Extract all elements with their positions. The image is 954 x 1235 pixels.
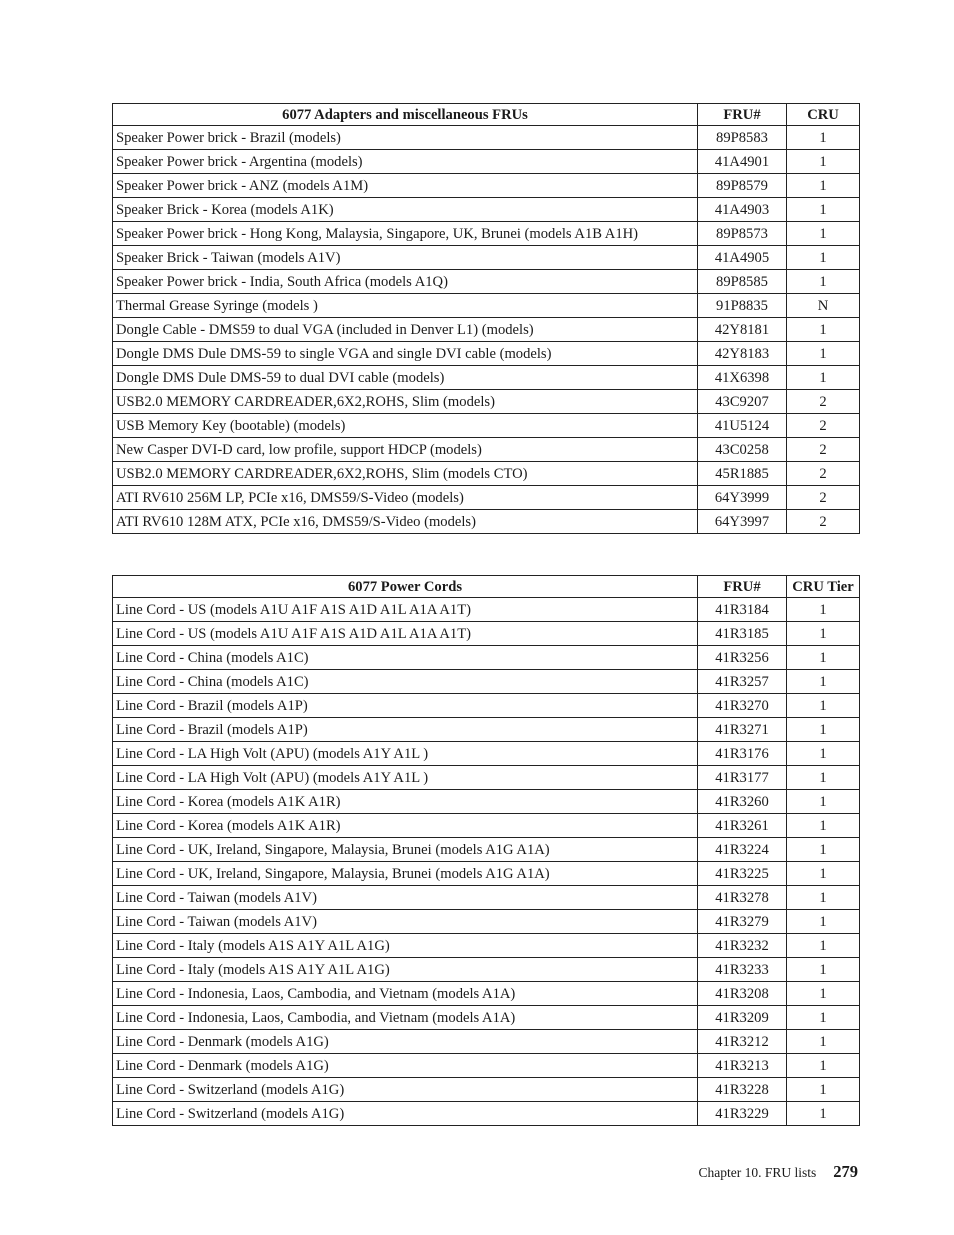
table-row bbox=[113, 414, 860, 438]
cell-description: Line Cord - Italy (models A1S A1Y A1L A1G) bbox=[113, 958, 698, 982]
cell-description: Line Cord - Switzerland (models A1G) bbox=[113, 1102, 698, 1126]
column-header-description: 6077 Adapters and miscellaneous FRUs bbox=[113, 104, 698, 126]
cell-cru: 1 bbox=[787, 126, 860, 150]
cell-description: Line Cord - LA High Volt (APU) (models A1Y A1L ) bbox=[113, 742, 698, 766]
cell-fru-number: 41X6398 bbox=[698, 366, 787, 390]
cell-fru-number: 41R3224 bbox=[698, 838, 787, 862]
cell-description: Line Cord - China (models A1C) bbox=[113, 670, 698, 694]
cell-fru-number: 41R3232 bbox=[698, 934, 787, 958]
cell-fru-number: 41R3213 bbox=[698, 1054, 787, 1078]
cell-description: USB2.0 MEMORY CARDREADER,6X2,ROHS, Slim (models CTO) bbox=[113, 462, 698, 486]
cell-fru-number: 41R3208 bbox=[698, 982, 787, 1006]
cell-description: Speaker Power brick - ANZ (models A1M) bbox=[113, 174, 698, 198]
column-header-cru: CRU bbox=[787, 104, 860, 126]
column-header-cru-tier: CRU Tier bbox=[787, 576, 860, 598]
table-row bbox=[113, 390, 860, 414]
cell-fru-number: 41R3257 bbox=[698, 670, 787, 694]
table-row bbox=[113, 294, 860, 318]
cell-cru: 2 bbox=[787, 438, 860, 462]
cell-fru-number: 89P8579 bbox=[698, 174, 787, 198]
cell-description: Line Cord - Indonesia, Laos, Cambodia, and Vietnam (models A1A) bbox=[113, 1006, 698, 1030]
cell-description: Dongle Cable - DMS59 to dual VGA (included in Denver L1) (models) bbox=[113, 318, 698, 342]
cell-description: Line Cord - Taiwan (models A1V) bbox=[113, 886, 698, 910]
cell-cru: 1 bbox=[787, 766, 860, 790]
cell-fru-number: 41R3176 bbox=[698, 742, 787, 766]
table-row bbox=[113, 438, 860, 462]
cell-fru-number: 41R3225 bbox=[698, 862, 787, 886]
page-number: 279 bbox=[833, 1162, 858, 1181]
cell-fru-number: 41R3270 bbox=[698, 694, 787, 718]
table-row bbox=[113, 790, 860, 814]
table-row bbox=[113, 742, 860, 766]
cell-fru-number: 64Y3997 bbox=[698, 510, 787, 534]
cell-description: Dongle DMS Dule DMS-59 to single VGA and single DVI cable (models) bbox=[113, 342, 698, 366]
table-row bbox=[113, 718, 860, 742]
cell-description: ATI RV610 128M ATX, PCIe x16, DMS59/S-Video (models) bbox=[113, 510, 698, 534]
table-row bbox=[113, 598, 860, 622]
table-row bbox=[113, 198, 860, 222]
cell-cru: 2 bbox=[787, 414, 860, 438]
cell-cru: N bbox=[787, 294, 860, 318]
table-header-row bbox=[113, 104, 860, 126]
table-row bbox=[113, 814, 860, 838]
adapters-fru-table bbox=[112, 103, 860, 534]
cell-description: Speaker Brick - Taiwan (models A1V) bbox=[113, 246, 698, 270]
table-row bbox=[113, 342, 860, 366]
cell-description: Line Cord - UK, Ireland, Singapore, Malaysia, Brunei (models A1G A1A) bbox=[113, 862, 698, 886]
table-row bbox=[113, 1102, 860, 1126]
cell-cru: 1 bbox=[787, 270, 860, 294]
cell-cru: 1 bbox=[787, 366, 860, 390]
cell-cru: 1 bbox=[787, 910, 860, 934]
cell-cru: 1 bbox=[787, 174, 860, 198]
cell-description: Line Cord - LA High Volt (APU) (models A1Y A1L ) bbox=[113, 766, 698, 790]
cell-cru: 1 bbox=[787, 246, 860, 270]
table-row bbox=[113, 958, 860, 982]
cell-fru-number: 41R3271 bbox=[698, 718, 787, 742]
table-row bbox=[113, 510, 860, 534]
table-row bbox=[113, 1006, 860, 1030]
cell-fru-number: 41R3260 bbox=[698, 790, 787, 814]
cell-fru-number: 41A4901 bbox=[698, 150, 787, 174]
cell-cru: 1 bbox=[787, 670, 860, 694]
cell-cru: 1 bbox=[787, 1006, 860, 1030]
cell-description: Line Cord - UK, Ireland, Singapore, Malaysia, Brunei (models A1G A1A) bbox=[113, 838, 698, 862]
cell-description: Line Cord - China (models A1C) bbox=[113, 646, 698, 670]
table-header-row bbox=[113, 576, 860, 598]
cell-description: Line Cord - Italy (models A1S A1Y A1L A1G) bbox=[113, 934, 698, 958]
cell-cru: 1 bbox=[787, 150, 860, 174]
cell-fru-number: 41U5124 bbox=[698, 414, 787, 438]
cell-description: Speaker Power brick - Brazil (models) bbox=[113, 126, 698, 150]
cell-cru: 1 bbox=[787, 886, 860, 910]
cell-description: Speaker Power brick - Hong Kong, Malaysia, Singapore, UK, Brunei (models A1B A1H) bbox=[113, 222, 698, 246]
chapter-label: Chapter 10. FRU lists bbox=[698, 1165, 817, 1180]
table-row bbox=[113, 486, 860, 510]
table-row bbox=[113, 318, 860, 342]
cell-fru-number: 41R3209 bbox=[698, 1006, 787, 1030]
cell-cru: 1 bbox=[787, 934, 860, 958]
cell-fru-number: 41R3228 bbox=[698, 1078, 787, 1102]
table-row bbox=[113, 670, 860, 694]
cell-description: Speaker Power brick - India, South Africa (models A1Q) bbox=[113, 270, 698, 294]
cell-fru-number: 41R3256 bbox=[698, 646, 787, 670]
cell-fru-number: 43C0258 bbox=[698, 438, 787, 462]
cell-fru-number: 64Y3999 bbox=[698, 486, 787, 510]
cell-fru-number: 89P8583 bbox=[698, 126, 787, 150]
table-row bbox=[113, 462, 860, 486]
table-row bbox=[113, 838, 860, 862]
table-row bbox=[113, 934, 860, 958]
cell-cru: 1 bbox=[787, 646, 860, 670]
cell-fru-number: 89P8573 bbox=[698, 222, 787, 246]
cell-description: Line Cord - US (models A1U A1F A1S A1D A1L A1A A1T) bbox=[113, 598, 698, 622]
cell-description: USB2.0 MEMORY CARDREADER,6X2,ROHS, Slim (models) bbox=[113, 390, 698, 414]
cell-description: Line Cord - Taiwan (models A1V) bbox=[113, 910, 698, 934]
cell-fru-number: 41R3279 bbox=[698, 910, 787, 934]
cell-description: ATI RV610 256M LP, PCIe x16, DMS59/S-Video (models) bbox=[113, 486, 698, 510]
power-cords-table bbox=[112, 575, 860, 1126]
cell-cru: 1 bbox=[787, 814, 860, 838]
cell-description: Line Cord - US (models A1U A1F A1S A1D A1L A1A A1T) bbox=[113, 622, 698, 646]
cell-cru: 1 bbox=[787, 742, 860, 766]
table-row bbox=[113, 862, 860, 886]
cell-description: New Casper DVI-D card, low profile, support HDCP (models) bbox=[113, 438, 698, 462]
cell-cru: 1 bbox=[787, 1078, 860, 1102]
cell-cru: 1 bbox=[787, 222, 860, 246]
table-row bbox=[113, 222, 860, 246]
table-row bbox=[113, 366, 860, 390]
table-row bbox=[113, 150, 860, 174]
column-header-description: 6077 Power Cords bbox=[113, 576, 698, 598]
cell-description: Speaker Brick - Korea (models A1K) bbox=[113, 198, 698, 222]
table-row bbox=[113, 1030, 860, 1054]
table-row bbox=[113, 910, 860, 934]
cell-fru-number: 41R3185 bbox=[698, 622, 787, 646]
page-footer bbox=[698, 1162, 858, 1182]
cell-fru-number: 41R3177 bbox=[698, 766, 787, 790]
cell-fru-number: 41R3229 bbox=[698, 1102, 787, 1126]
table-row bbox=[113, 982, 860, 1006]
cell-fru-number: 41R3212 bbox=[698, 1030, 787, 1054]
column-header-fru: FRU# bbox=[698, 104, 787, 126]
cell-cru: 1 bbox=[787, 958, 860, 982]
cell-fru-number: 41R3278 bbox=[698, 886, 787, 910]
cell-description: USB Memory Key (bootable) (models) bbox=[113, 414, 698, 438]
cell-cru: 1 bbox=[787, 718, 860, 742]
table-row bbox=[113, 1054, 860, 1078]
table-row bbox=[113, 1078, 860, 1102]
cell-cru: 1 bbox=[787, 342, 860, 366]
cell-cru: 1 bbox=[787, 1054, 860, 1078]
cell-description: Line Cord - Brazil (models A1P) bbox=[113, 718, 698, 742]
cell-description: Line Cord - Denmark (models A1G) bbox=[113, 1030, 698, 1054]
cell-cru: 1 bbox=[787, 982, 860, 1006]
cell-fru-number: 41R3261 bbox=[698, 814, 787, 838]
cell-fru-number: 41A4903 bbox=[698, 198, 787, 222]
table-row bbox=[113, 646, 860, 670]
cell-description: Line Cord - Denmark (models A1G) bbox=[113, 1054, 698, 1078]
cell-cru: 1 bbox=[787, 318, 860, 342]
table-row bbox=[113, 694, 860, 718]
cell-cru: 2 bbox=[787, 510, 860, 534]
cell-cru: 1 bbox=[787, 622, 860, 646]
cell-description: Line Cord - Korea (models A1K A1R) bbox=[113, 814, 698, 838]
cell-fru-number: 41R3184 bbox=[698, 598, 787, 622]
cell-cru: 1 bbox=[787, 1102, 860, 1126]
cell-fru-number: 41A4905 bbox=[698, 246, 787, 270]
cell-cru: 2 bbox=[787, 486, 860, 510]
table-row bbox=[113, 622, 860, 646]
cell-cru: 1 bbox=[787, 838, 860, 862]
table-row bbox=[113, 246, 860, 270]
cell-fru-number: 91P8835 bbox=[698, 294, 787, 318]
table-row bbox=[113, 174, 860, 198]
table-row bbox=[113, 270, 860, 294]
cell-cru: 1 bbox=[787, 198, 860, 222]
cell-cru: 2 bbox=[787, 390, 860, 414]
cell-fru-number: 41R3233 bbox=[698, 958, 787, 982]
cell-cru: 1 bbox=[787, 598, 860, 622]
cell-cru: 1 bbox=[787, 790, 860, 814]
cell-description: Line Cord - Brazil (models A1P) bbox=[113, 694, 698, 718]
cell-description: Speaker Power brick - Argentina (models) bbox=[113, 150, 698, 174]
cell-fru-number: 89P8585 bbox=[698, 270, 787, 294]
cell-cru: 1 bbox=[787, 862, 860, 886]
cell-description: Dongle DMS Dule DMS-59 to dual DVI cable (models) bbox=[113, 366, 698, 390]
column-header-fru: FRU# bbox=[698, 576, 787, 598]
cell-fru-number: 42Y8183 bbox=[698, 342, 787, 366]
cell-description: Line Cord - Switzerland (models A1G) bbox=[113, 1078, 698, 1102]
cell-cru: 1 bbox=[787, 694, 860, 718]
cell-fru-number: 43C9207 bbox=[698, 390, 787, 414]
cell-fru-number: 45R1885 bbox=[698, 462, 787, 486]
cell-fru-number: 42Y8181 bbox=[698, 318, 787, 342]
cell-cru: 1 bbox=[787, 1030, 860, 1054]
cell-description: Line Cord - Korea (models A1K A1R) bbox=[113, 790, 698, 814]
table-row bbox=[113, 886, 860, 910]
cell-description: Line Cord - Indonesia, Laos, Cambodia, and Vietnam (models A1A) bbox=[113, 982, 698, 1006]
table-row bbox=[113, 766, 860, 790]
cell-description: Thermal Grease Syringe (models ) bbox=[113, 294, 698, 318]
table-row bbox=[113, 126, 860, 150]
cell-cru: 2 bbox=[787, 462, 860, 486]
